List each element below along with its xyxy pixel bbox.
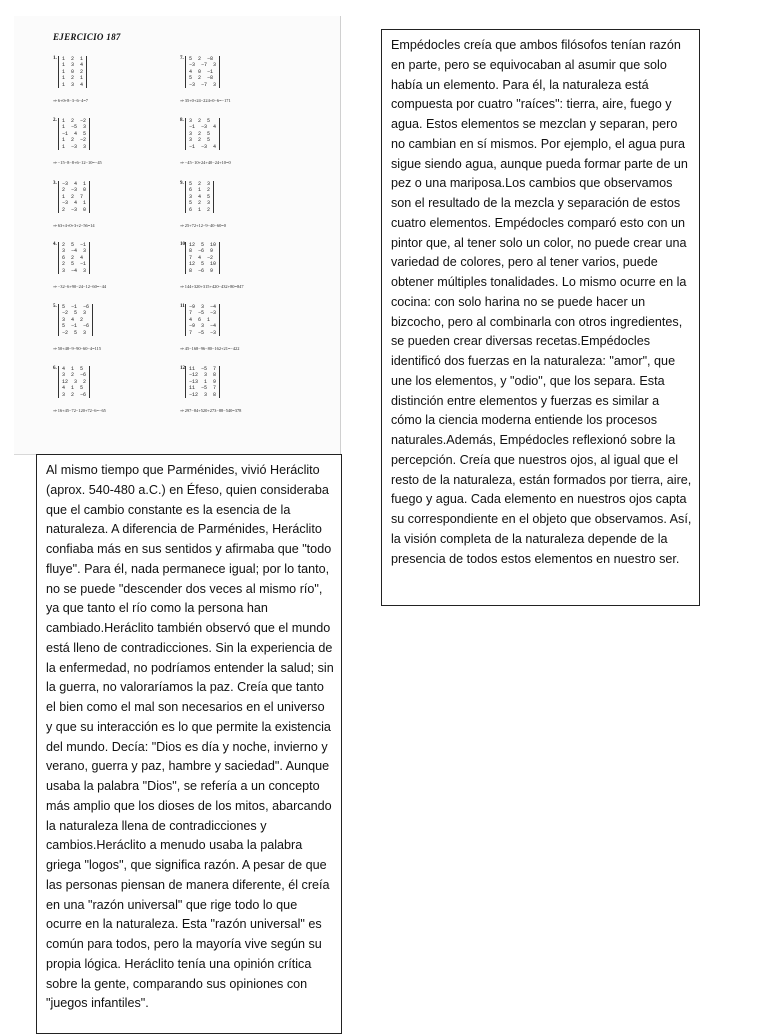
text-box-content: Empédocles creía que ambos filósofos tenían razón en parte, pero se equivocaban al asumir que solo había un elemento. Para él, la naturaleza está compuesta por cuatro "raíces": tierra, aire, fuego y agua. Estos elementos se mezclan y separan, pero no cambian en sí mismos. Por ejemplo, el agua pura sigue siendo agua, aunque pueda formar parte de un pez o una mariposa.Los cambios que observamos son el resultado de la mezcla y separación de estos cuatro elementos. Empédocles comparó esto con un pintor que, al tener solo un color, no puede crear una variedad de colores, pero al tener varios, puede obtener múltiples tonalidades. Lo mismo ocurre en la cocina: con solo harina no se puede hacer un bizcocho, pero al combinarla con otros ingredientes, se pueden crear diversas recetas.Empédocles identificó dos fuerzas en la naturaleza: "amor", que une los elementos, y "odio", que los separa. Esta distinción entre elementos y fuerzas es similar a cómo la ciencia moderna entiende los procesos naturales.Además, Empédocles reflexionó sobre la percepción. Creía que nuestros ojos, al igual que el resto de la naturaleza, están formados por tierra, aire, fuego y agua. Cada elemento en nuestros ojos capta su correspondiente en el objeto que observamos. Así, la visión completa de la naturaleza depende de la presencia de todos estos elementos en nuestro ser. xyxy=(391,38,692,566)
problem-result: ⇒ −32−6+90−24−12−60=−44 xyxy=(53,284,107,289)
problem-result: ⇒ 35+0+24−224+0−6=−171 xyxy=(180,98,231,103)
determinant-matrix: 5 2 3 6 1 2 3 4 5 5 2 3 6 1 2 xyxy=(185,181,214,213)
problem-number: 10. xyxy=(180,242,187,247)
problem-result: ⇒ 16+45−72−120+72−6=−65 xyxy=(53,408,106,413)
determinant-matrix: 2 5 −1 3 −4 3 6 2 4 2 5 −1 3 −4 3 xyxy=(58,242,90,274)
problem-result: ⇒ −15−8−8+6−12−10=−45 xyxy=(53,160,102,165)
exercise-title: EJERCICIO 187 xyxy=(53,32,121,42)
determinant-matrix: 1 2 −2 1 −5 3 −1 4 5 1 2 −2 1 −3 3 xyxy=(58,118,90,150)
determinant-matrix: 11 −5 7 −12 3 8 −13 1 9 11 −5 7 −12 3 8 xyxy=(185,366,220,398)
problem-result: ⇒ 6+0+8−3−6−4=7 xyxy=(53,98,89,103)
text-box-content: Al mismo tiempo que Parménides, vivió Heráclito (aprox. 540-480 a.C.) en Éfeso, quien consideraba que el cambio constante es la esencia de la naturaleza. A diferencia de Parménides, Heráclito confiaba más en sus sentidos y afirmaba que "todo fluye". Para él, nada permanece igual; por lo tanto, no se puede "descender dos veces al mismo río", ya que tanto el río como la persona han cambiado.Heráclito también observó que el mundo está lleno de contradicciones. Sin la experiencia de la enfermedad, no podríamos entender la salud; sin la guerra, no valoraríamos la paz. Creía que tanto el bien como el mal son necesarios en el universo y que su interacción es lo que permite la existencia del mundo. Decía: "Dios es día y noche, invierno y verano, guerra y paz, hambre y saciedad". Aunque usaba la palabra "Dios", se refería a un concepto más amplio que los dioses de los mitos, abarcando la naturaleza llena de contradicciones y cambios.Heráclito a menudo usaba la palabra griega "logos", que significa razón. A pesar de que las personas piensan de manera diferente, él creía en una "razón universal" que rige todo lo que ocurre en la naturaleza. Esta "razón universal" es común para todos, pero la mayoría vive según su propia lógica. Heráclito tenía una opinión crítica sobre la gente, comparando sus opiniones con "juegos infantiles". xyxy=(46,463,334,1011)
determinant-matrix: 4 1 5 3 2 −6 12 3 2 4 1 5 3 2 −6 xyxy=(58,366,90,398)
problem-result: ⇒ 297−84+520+273−88−540=378 xyxy=(180,408,242,413)
problem-number: 9. xyxy=(180,181,184,186)
problem-result: ⇒ 63+4+0+3+2−56=14 xyxy=(53,223,95,228)
exercise-sheet-image xyxy=(14,16,341,455)
problem-number: 12. xyxy=(180,366,187,371)
determinant-matrix: −9 3 −4 7 −5 −3 4 6 1 −9 3 −4 7 −5 −3 xyxy=(185,304,220,336)
problem xyxy=(180,366,330,426)
problem-number: 8. xyxy=(180,118,184,123)
determinant-matrix: 5 −1 −6 −2 5 3 3 4 2 5 −1 −6 −2 5 3 xyxy=(58,304,93,336)
determinant-matrix: 5 2 −8 −3 −7 3 4 0 −1 5 2 −8 −3 −7 3 xyxy=(185,56,220,88)
determinant-matrix: 12 5 10 8 −6 9 7 4 −2 12 5 10 8 −6 9 xyxy=(185,242,220,274)
problem-result: ⇒ −45−10+24+40−24+10=0 xyxy=(180,160,231,165)
problem-number: 3. xyxy=(53,181,57,186)
problem-result: ⇒ 25+72+12−9−40−60=0 xyxy=(180,223,226,228)
problem-number: 5. xyxy=(53,304,57,309)
problem-result: ⇒ 144+320+315+420−432+80=847 xyxy=(180,284,244,289)
problem xyxy=(180,304,330,364)
problem-result: ⇒ 50+48−9−90−60−4=115 xyxy=(53,346,102,351)
problem xyxy=(180,181,330,241)
problem-number: 2. xyxy=(53,118,57,123)
problem-number: 1. xyxy=(53,56,57,61)
problem xyxy=(180,242,330,302)
text-box-empedocles xyxy=(381,29,700,606)
text-box-heraclitus xyxy=(36,454,342,1034)
problem-number: 7. xyxy=(180,56,184,61)
determinant-matrix: 1 2 1 1 3 4 1 0 2 1 2 1 1 3 4 xyxy=(58,56,87,88)
problem-number: 4. xyxy=(53,242,57,247)
determinant-matrix: 3 2 5 −1 −3 4 3 2 5 3 2 5 −1 −3 4 xyxy=(185,118,220,150)
problem-number: 6. xyxy=(53,366,57,371)
problem-result: ⇒ 45−168−96−80−162+21=−422 xyxy=(180,346,240,351)
problem xyxy=(180,56,330,116)
problem-number: 11. xyxy=(180,304,186,309)
determinant-matrix: −3 4 1 2 −3 0 1 2 7 −3 4 1 2 −3 0 xyxy=(58,181,90,213)
problem xyxy=(180,118,330,178)
